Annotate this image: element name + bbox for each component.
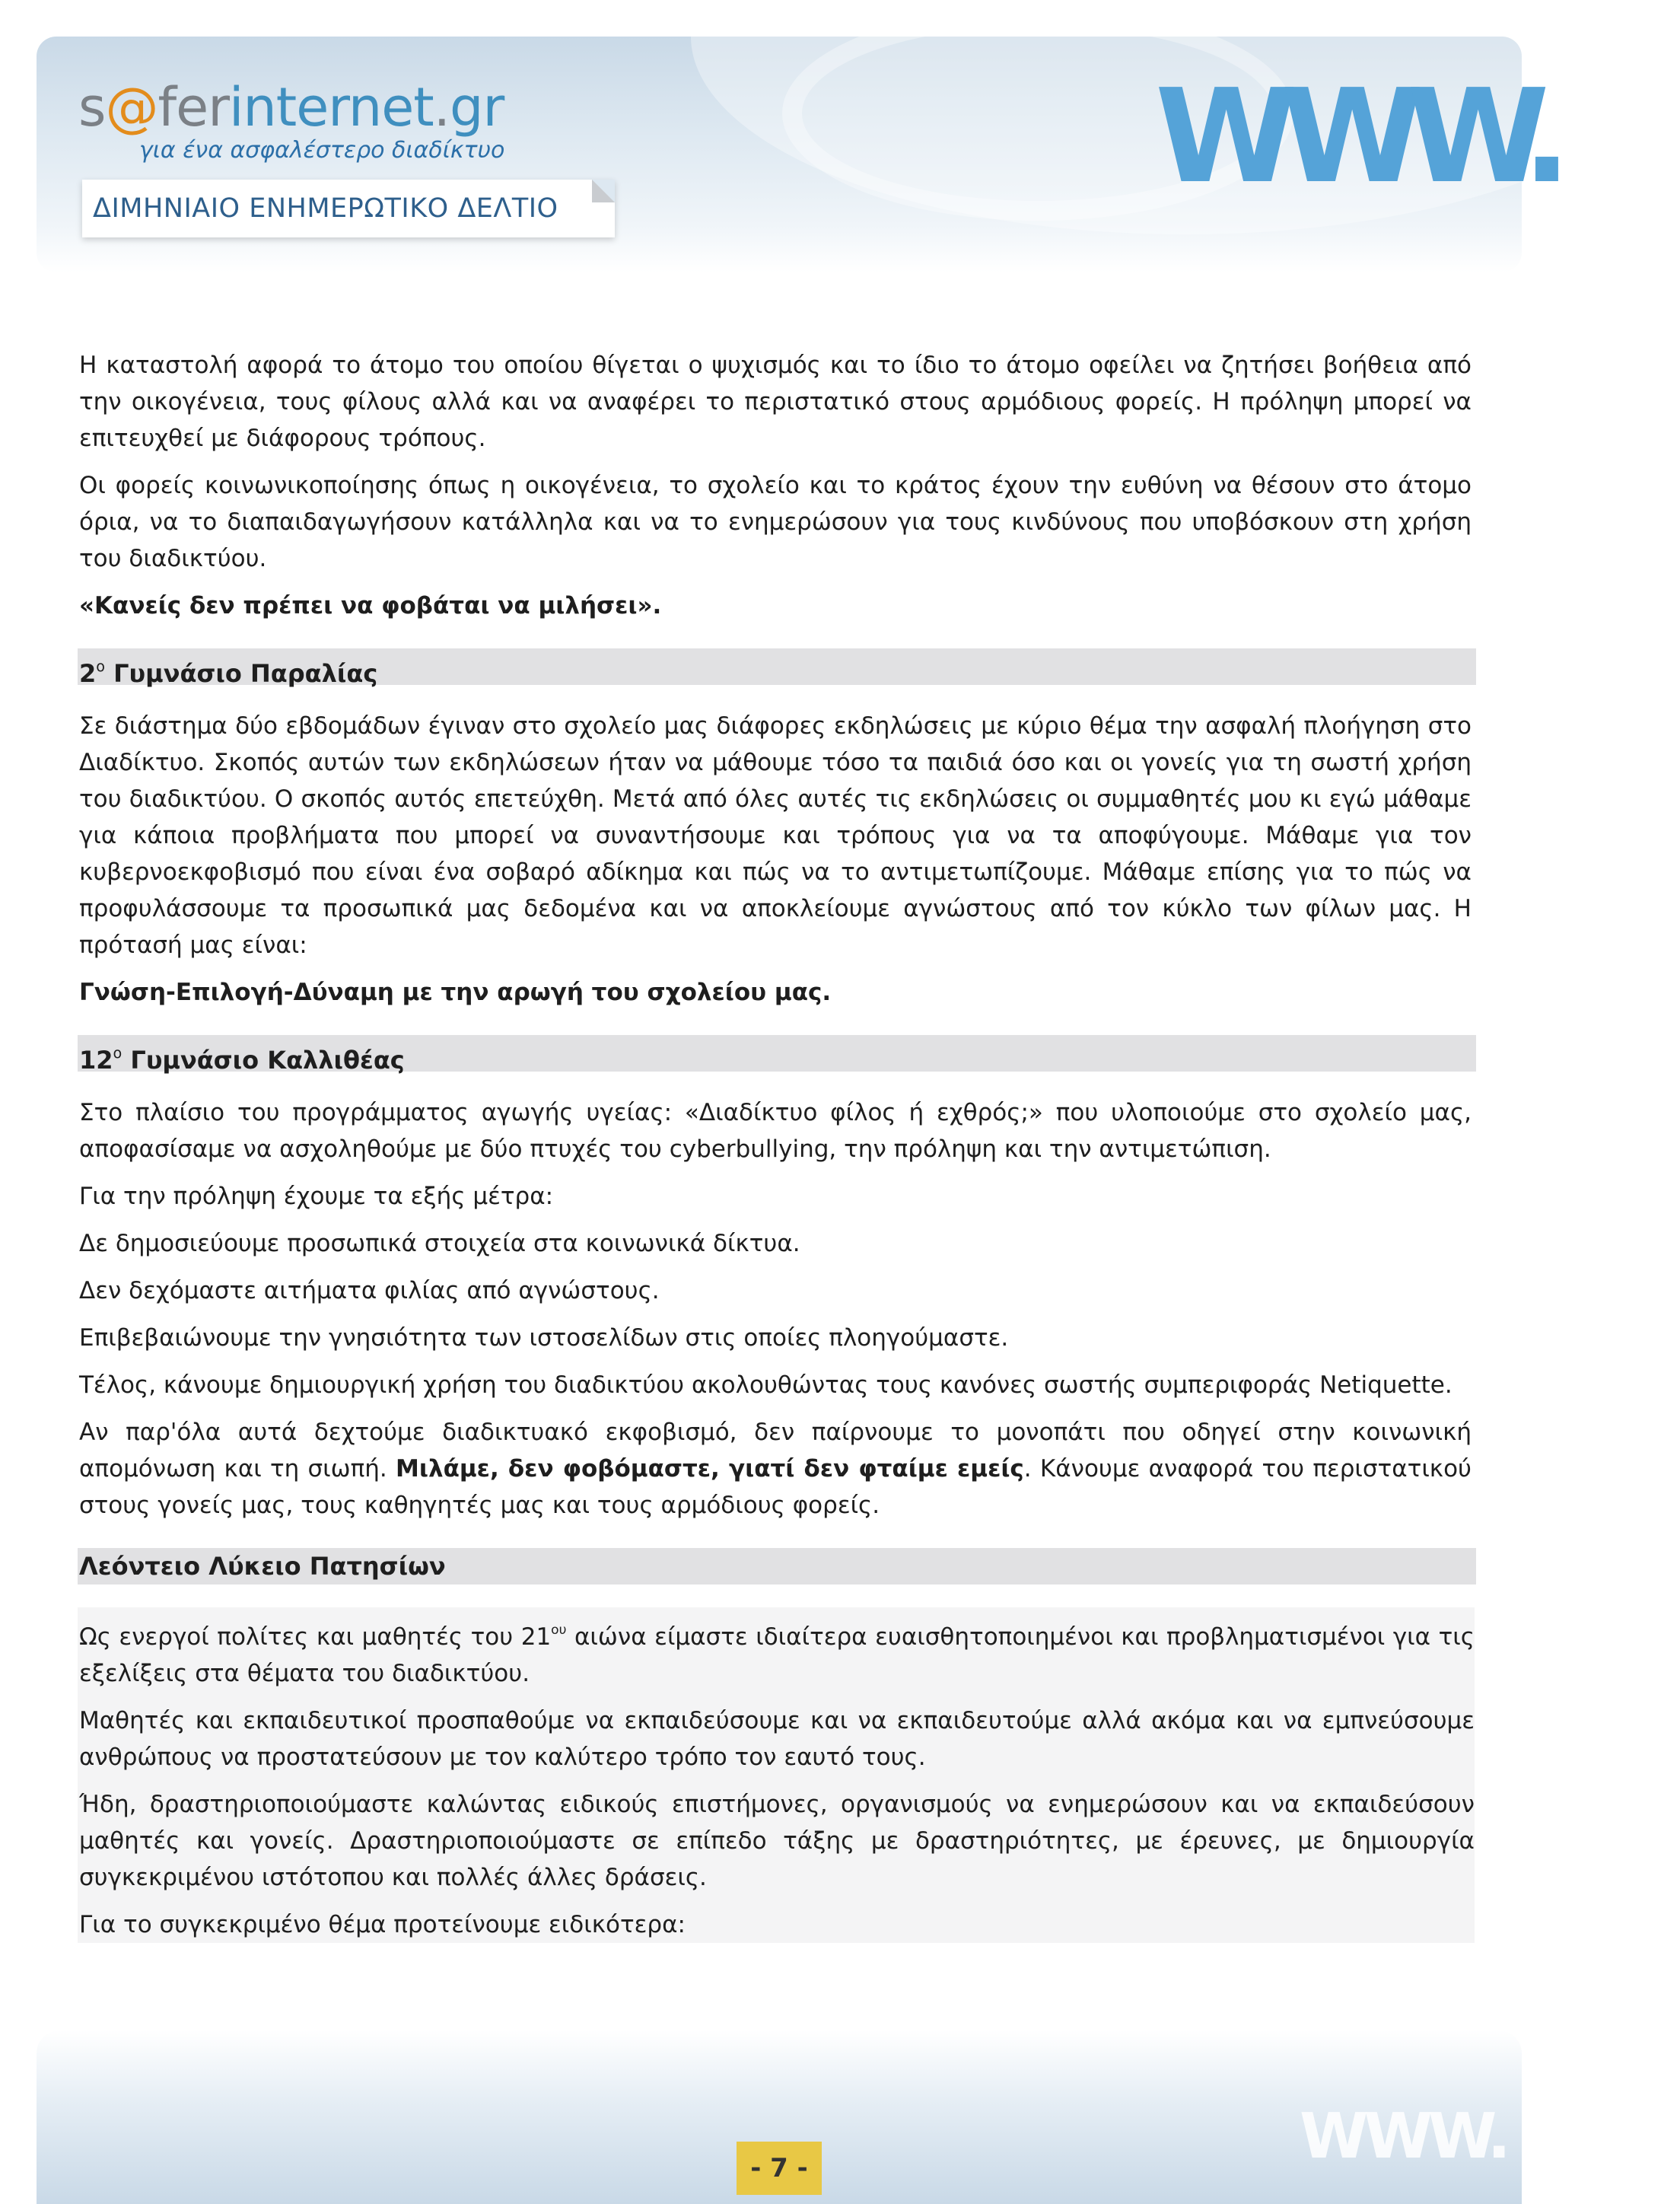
section1-paragraph-1: Σε διάστημα δύο εβδομάδων έγιναν στο σχολείο μας διάφορες εκδηλώσεις με κύριο θέμα την ασφαλή πλοήγηση στο Διαδίκτυο. Σκοπός αυτών των εκδηλώσεων ήταν να μάθουμε τόσο τα παιδιά όσο και οι γονείς για τη σωστή χρήση του διαδικτύου. Ο σκοπός αυτός επετεύχθη. Μετά από όλες αυτές τις εκδηλώσεις οι συμμαθητές μου κι εγώ μάθαμε για κάποια προβλήματα που μπορεί να συναντήσουμε και τρόπους για να τα αποφύγουμε. Μάθαμε για τον κυβερνοεκφοβισμό που είναι ένα σοβαρό αδίκημα και πώς να το αντιμετωπίζουμε. Μάθαμε επίσης για το πώς να προφυλάσσουμε τα προσωπικά μας δεδομένα και να αποκλείουμε αγνώστους από τον κύκλο των φίλων μας. Η πρότασή μας είναι: — [79, 712, 1472, 959]
intro-quote: «Κανείς δεν πρέπει να φοβάται να μιλήσει». — [79, 592, 662, 619]
page-header — [37, 37, 1555, 272]
section3-paragraph-1: Ως ενεργοί πολίτες και μαθητές του $21^{o\upsilon}$ αιώνα είμαστε ιδιαίτερα ευαισθητοποιημένοι και προβληματισμένοι για τις εξελίξεις στα θέματα του διαδικτύου. — [79, 1623, 1475, 1687]
section2-paragraph-4: Δεν δεχόμαστε αιτήματα φιλίας από αγνώστους. — [79, 1277, 660, 1304]
section3-paragraph-3: Ήδη, δραστηριοποιούμαστε καλώντας ειδικούς επιστήμονες, οργανισμούς να ενημερώσουν και να εκπαιδεύσουν μαθητές και γονείς. Δραστηριοποιούμαστε σε επίπεδο τάξης με δραστηριότητες, με έρευνες, με δημιουργία συγκεκριμένου ιστότοπου και πολλές άλλες δράσεις. — [79, 1791, 1475, 1891]
section2-paragraph-6: Τέλος, κάνουμε δημιουργική χρήση του διαδικτύου ακολουθώντας τους κανόνες σωστής συμπεριφοράς Netiquette. — [79, 1371, 1452, 1399]
section3-paragraph-4: Για το συγκεκριμένο θέμα προτείνουμε ειδικότερα: — [79, 1911, 686, 1938]
section2-paragraph-3: Δε δημοσιεύουμε προσωπικά στοιχεία στα κοινωνικά δίκτυα. — [79, 1230, 800, 1257]
section3-paragraph-2: Μαθητές και εκπαιδευτικοί προσπαθούμε να εκπαιδεύσουμε και να εκπαιδευτούμε αλλά ακόμα και να εμπνεύσουμε ανθρώπους να προστατεύσουν με τον καλύτερο τρόπο τον εαυτό τους. — [79, 1707, 1475, 1771]
section2-paragraph-2: Για την πρόληψη έχουμε τα εξής μέτρα: — [79, 1183, 554, 1210]
bulletin-title-tab — [82, 180, 615, 237]
page-fold-icon — [592, 180, 615, 202]
section3-shaded-block — [78, 1607, 1475, 1943]
page-number: - 7 - — [737, 2142, 822, 2195]
footer-www-logo: WWW. — [1300, 2100, 1507, 2173]
bulletin-title: ΔΙΜΗΝΙΑΙΟ ΕΝΗΜΕΡΩΤΙΚΟ ΔΕΛΤΙΟ — [93, 193, 558, 224]
section2-paragraph-7: Αν παρ'όλα αυτά δεχτούμε διαδικτυακό εκφοβισμό, δεν παίρνουμε το μονοπάτι που οδηγεί στην κοινωνική απομόνωση και τη σιωπή. Μιλάμε, δεν φοβόμαστε, γιατί δεν φταίμε εμείς. Κάνουμε αναφορά του περιστατικού στους γονείς μας, τους καθηγητές μας και τους αρμόδιους φορείς. — [79, 1419, 1472, 1519]
section-heading-gymnasio-kallitheas: $12^o$ Γυμνάσιο Καλλιθέας — [78, 1035, 1476, 1072]
section-heading-leonteio-lykeio: Λεόντειο Λύκειο Πατησίων — [78, 1548, 1476, 1585]
www-logo — [1155, 62, 1555, 212]
www-logo-text: WWW. — [1155, 62, 1555, 212]
logo-tagline: για ένα ασφαλέστερο διαδίκτυο — [139, 137, 505, 164]
intro-paragraph-2: Οι φορείς κοινωνικοποίησης όπως η οικογένεια, το σχολείο και το κράτος έχουν την ευθύνη να θέσουν στο άτομο όρια, να το διαπαιδαγωγήσουν κατάλληλα και να το ενημερώσουν για τους κινδύνους που υποβόσκουν στη χρήση του διαδικτύου. — [79, 472, 1472, 572]
article-body — [79, 347, 1475, 1943]
saferinternet-logo: s@ferinternet.gr — [78, 76, 504, 139]
section2-paragraph-5: Επιβεβαιώνουμε την γνησιότητα των ιστοσελίδων στις οποίες πλοηγούμαστε. — [79, 1324, 1009, 1352]
section2-paragraph-1: Στο πλαίσιο του προγράμματος αγωγής υγείας: «Διαδίκτυο φίλος ή εχθρός;» που υλοποιούμε στο σχολείο μας, αποφασίσαμε να ασχοληθούμε με δύο πτυχές του cyberbullying, την πρόληψη και την αντιμετώπιση. — [79, 1099, 1472, 1163]
intro-paragraph-1: Η καταστολή αφορά το άτομο του οποίου θίγεται ο ψυχισμός και το ίδιο το άτομο οφείλει να ζητήσει βοήθεια από την οικογένεια, τους φίλους αλλά και να αναφέρει το περιστατικό στους αρμόδιους φορείς. Η πρόληψη μπορεί να επιτευχθεί με διάφορους τρόπους. — [79, 352, 1472, 452]
section2-bold-statement: Μιλάμε, δεν φοβόμαστε, γιατί δεν φταίμε εμείς — [396, 1455, 1024, 1483]
section1-motto: Γνώση-Επιλογή-Δύναμη με την αρωγή του σχολείου μας. — [79, 979, 832, 1006]
section-heading-gymnasio-paralias: $2^o$ Γυμνάσιο Παραλίας — [78, 648, 1476, 685]
